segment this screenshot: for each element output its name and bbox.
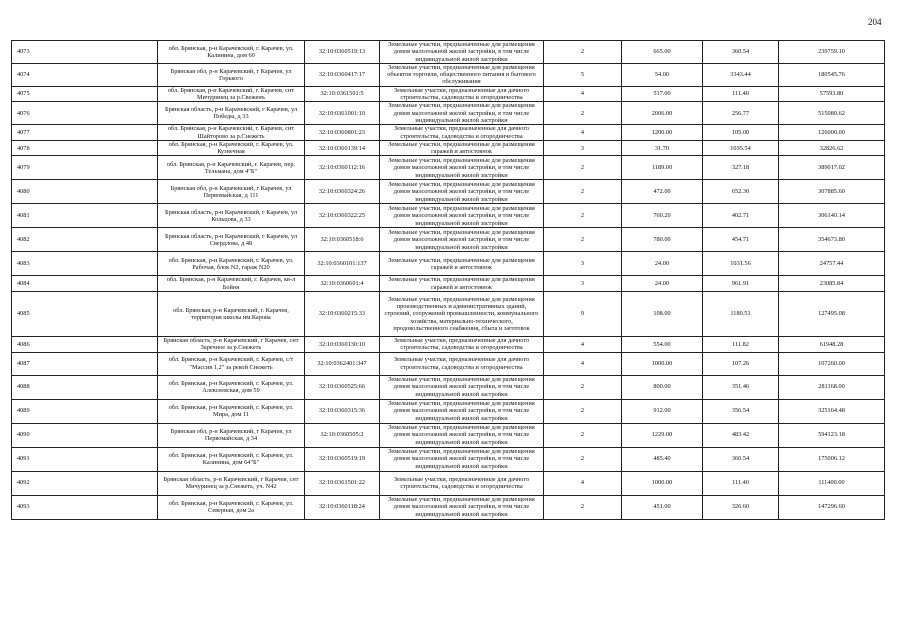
row-number-cell: 4073 xyxy=(12,41,158,64)
group-cell: 5 xyxy=(544,63,622,86)
specific-value-cell: 327.18 xyxy=(703,156,779,180)
row-number-cell: 4091 xyxy=(12,447,158,471)
land-use-cell: Земельные участки, предназначенные для размещения домов малоэтажной жилой застройки, в том числе индивидуальной жилой застройки xyxy=(380,41,544,64)
address-cell: обл. Брянская, р-н Карачевский, г. Карачев, ул. Калинина, дом 60 xyxy=(158,41,305,64)
group-cell: 2 xyxy=(544,41,622,64)
cadastral-value-cell: 24757.44 xyxy=(779,252,885,276)
group-cell: 3 xyxy=(544,140,622,156)
group-cell: 4 xyxy=(544,86,622,102)
land-use-cell: Земельные участки, предназначенные для дачного строительства, садоводства и огородничества xyxy=(380,471,544,495)
table-row xyxy=(12,102,885,125)
cadastral-value-cell: 147296.60 xyxy=(779,495,885,519)
land-use-cell: Земельные участки, предназначенные для размещения домов малоэтажной жилой застройки, в том числе индивидуальной жилой застройки xyxy=(380,399,544,423)
table-row xyxy=(12,471,885,495)
row-number-cell: 4075 xyxy=(12,86,158,102)
group-cell: 2 xyxy=(544,495,622,519)
specific-value-cell: 483.42 xyxy=(703,423,779,447)
group-cell: 3 xyxy=(544,252,622,276)
land-use-cell: Земельные участки, предназначенные для размещения домов малоэтажной жилой застройки, в том числе индивидуальной жилой застройки xyxy=(380,228,544,252)
cadastral-value-cell: 325164.48 xyxy=(779,399,885,423)
area-cell: 1000.00 xyxy=(622,352,703,375)
table-row xyxy=(12,228,885,252)
land-use-cell: Земельные участки, предназначенные для размещения домов малоэтажной жилой застройки, в том числе индивидуальной жилой застройки xyxy=(380,495,544,519)
address-cell: обл. Брянская, р-н Карачевский, г. Карачев, кв-л Бойня xyxy=(158,276,305,292)
table-row xyxy=(12,252,885,276)
area-cell: 472.00 xyxy=(622,180,703,204)
cadastral-value-cell: 307885.60 xyxy=(779,180,885,204)
table-row xyxy=(12,41,885,64)
table-row xyxy=(12,125,885,141)
cadastral-value-cell: 515080.62 xyxy=(779,102,885,125)
table-row xyxy=(12,204,885,228)
cadastral-number-cell: 32:10:0360417:17 xyxy=(305,63,380,86)
row-number-cell: 4085 xyxy=(12,292,158,337)
table-row xyxy=(12,63,885,86)
group-cell: 2 xyxy=(544,204,622,228)
cadastral-number-cell: 32:10:0360519:13 xyxy=(305,41,380,64)
land-use-cell: Земельные участки, предназначенные для размещения домов малоэтажной жилой застройки, в том числе индивидуальной жилой застройки xyxy=(380,102,544,125)
group-cell: 4 xyxy=(544,125,622,141)
cadastral-value-cell: 111400.00 xyxy=(779,471,885,495)
address-cell: обл. Брянская, р-н Карачевский, г. Карачев, территория школы им.Карова xyxy=(158,292,305,337)
row-number-cell: 4078 xyxy=(12,140,158,156)
specific-value-cell: 652.30 xyxy=(703,180,779,204)
specific-value-cell: 326.60 xyxy=(703,495,779,519)
address-cell: Брянская область, р-н Карачевский, г Карачев, снт Мичуринец за р.Снежеть, уч. N42 xyxy=(158,471,305,495)
cadastral-value-cell: 354673.80 xyxy=(779,228,885,252)
specific-value-cell: 3343.44 xyxy=(703,63,779,86)
land-use-cell: Земельные участки, предназначенные для размещения гаражей и автостоянок xyxy=(380,252,544,276)
cadastral-number-cell: 32:10:0360519:19 xyxy=(305,447,380,471)
land-use-cell: Земельные участки, предназначенные для размещения производственных и административных зданий, строений, сооружений промышленности, коммунального хозяйства, материально-технического, продовольственного снабжения, сбыта и заготовок xyxy=(380,292,544,337)
cadastral-number-cell: 32:10:0360518:6 xyxy=(305,228,380,252)
land-use-cell: Земельные участки, предназначенные для размещения домов малоэтажной жилой застройки, в том числе индивидуальной жилой застройки xyxy=(380,423,544,447)
cadastral-number-cell: 32:10:0360525:66 xyxy=(305,375,380,399)
area-cell: 665.00 xyxy=(622,41,703,64)
group-cell: 4 xyxy=(544,352,622,375)
specific-value-cell: 402.71 xyxy=(703,204,779,228)
group-cell: 2 xyxy=(544,423,622,447)
area-cell: 912.00 xyxy=(622,399,703,423)
cadastral-number-cell: 32:10:0360139:14 xyxy=(305,140,380,156)
area-cell: 451.00 xyxy=(622,495,703,519)
cadastral-number-cell: 32:10:0360315:36 xyxy=(305,399,380,423)
address-cell: обл. Брянская, р-н Карачевский, г. Карачев, ул. Калинина, дом 64"Б" xyxy=(158,447,305,471)
row-number-cell: 4084 xyxy=(12,276,158,292)
row-number-cell: 4081 xyxy=(12,204,158,228)
row-number-cell: 4076 xyxy=(12,102,158,125)
address-cell: Брянская обл, р-н Карачевский, г Карачев, ул Первомайская, д 111 xyxy=(158,180,305,204)
area-cell: 2006.00 xyxy=(622,102,703,125)
specific-value-cell: 1180.51 xyxy=(703,292,779,337)
address-cell: Брянская область, р-н Карачевский, г Карачев, снт Заречное за р.Снежеть xyxy=(158,337,305,353)
table-row xyxy=(12,156,885,180)
row-number-cell: 4082 xyxy=(12,228,158,252)
table-row xyxy=(12,292,885,337)
table-row xyxy=(12,276,885,292)
area-cell: 31.70 xyxy=(622,140,703,156)
table-row xyxy=(12,352,885,375)
group-cell: 2 xyxy=(544,156,622,180)
group-cell: 2 xyxy=(544,102,622,125)
row-number-cell: 4077 xyxy=(12,125,158,141)
area-cell: 800.00 xyxy=(622,375,703,399)
cadastral-value-cell: 107260.00 xyxy=(779,352,885,375)
address-cell: обл. Брянская, р-н Карачевский, г. Карачев, ул. Алексеевская, дом 59 xyxy=(158,375,305,399)
cadastral-value-cell: 389017.02 xyxy=(779,156,885,180)
specific-value-cell: 256.77 xyxy=(703,102,779,125)
table-row xyxy=(12,337,885,353)
area-cell: 1200.00 xyxy=(622,125,703,141)
table-row xyxy=(12,495,885,519)
cadastral-value-table xyxy=(11,40,885,520)
address-cell: Брянская обл, р-н Карачевский, г Карачев, ул Первомайская, д 34 xyxy=(158,423,305,447)
area-cell: 780.00 xyxy=(622,228,703,252)
group-cell: 4 xyxy=(544,471,622,495)
row-number-cell: 4079 xyxy=(12,156,158,180)
table-body xyxy=(12,41,885,520)
land-use-cell: Земельные участки, предназначенные для размещения домов малоэтажной жилой застройки, в том числе индивидуальной жилой застройки xyxy=(380,156,544,180)
group-cell: 2 xyxy=(544,447,622,471)
land-use-cell: Земельные участки, предназначенные для размещения гаражей и автостоянок xyxy=(380,276,544,292)
specific-value-cell: 111.82 xyxy=(703,337,779,353)
table-row xyxy=(12,447,885,471)
group-cell: 9 xyxy=(544,292,622,337)
address-cell: обл. Брянская, р-н Карачевский, г. Карачев, с/т "Массив 1,2" за рекой Снежеть xyxy=(158,352,305,375)
group-cell: 2 xyxy=(544,375,622,399)
cadastral-number-cell: 32:10:0360505:2 xyxy=(305,423,380,447)
table-row xyxy=(12,140,885,156)
address-cell: обл. Брянская, р-н Карачевский, г. Карачев, пер. Тельмана, дом 4"Б" xyxy=(158,156,305,180)
table-row xyxy=(12,180,885,204)
row-number-cell: 4083 xyxy=(12,252,158,276)
table-row xyxy=(12,399,885,423)
cadastral-number-cell: 32:10:0362401:347 xyxy=(305,352,380,375)
land-use-cell: Земельные участки, предназначенные для размещения домов малоэтажной жилой застройки, в том числе индивидуальной жилой застройки xyxy=(380,375,544,399)
address-cell: Брянская область, р-н Карачевский, г Карачев, ул Победы, д 33 xyxy=(158,102,305,125)
address-cell: обл. Брянская, р-н Карачевский, г. Карачев, ул. Рабочая, блок N2, гараж N20 xyxy=(158,252,305,276)
row-number-cell: 4093 xyxy=(12,495,158,519)
page-number: 204 xyxy=(868,17,882,27)
cadastral-value-cell: 61948.28 xyxy=(779,337,885,353)
row-number-cell: 4087 xyxy=(12,352,158,375)
cadastral-number-cell: 32:10:0360101:137 xyxy=(305,252,380,276)
land-use-cell: Земельные участки, предназначенные для размещения домов малоэтажной жилой застройки, в том числе индивидуальной жилой застройки xyxy=(380,447,544,471)
specific-value-cell: 351.46 xyxy=(703,375,779,399)
specific-value-cell: 360.54 xyxy=(703,447,779,471)
cadastral-value-cell: 281168.00 xyxy=(779,375,885,399)
land-use-cell: Земельные участки, предназначенные для дачного строительства, садоводства и огородничества xyxy=(380,86,544,102)
cadastral-value-cell: 127495.08 xyxy=(779,292,885,337)
area-cell: 1189.00 xyxy=(622,156,703,180)
land-use-cell: Земельные участки, предназначенные для размещения домов малоэтажной жилой застройки, в том числе индивидуальной жилой застройки xyxy=(380,204,544,228)
area-cell: 54.00 xyxy=(622,63,703,86)
address-cell: обл. Брянская, р-н Карачевский, г. Карачев, ул. Кузнечная xyxy=(158,140,305,156)
cadastral-number-cell: 32:10:0360601:4 xyxy=(305,276,380,292)
address-cell: обл. Брянская, р-н Карачевский, г. Карачев, ул. Мира, дом 11 xyxy=(158,399,305,423)
group-cell: 3 xyxy=(544,276,622,292)
cadastral-number-cell: 32:10:0360112:16 xyxy=(305,156,380,180)
area-cell: 108.00 xyxy=(622,292,703,337)
address-cell: обл. Брянская, р-н Карачевский, г. Карачев, снт Шайторово за р.Снежеть xyxy=(158,125,305,141)
address-cell: Брянская область, р-н Карачевский, г Карачев, ул Кольцова, д 33 xyxy=(158,204,305,228)
land-use-cell: Земельные участки, предназначенные для дачного строительства, садоводства и огородничества xyxy=(380,125,544,141)
specific-value-cell: 961.91 xyxy=(703,276,779,292)
specific-value-cell: 111.40 xyxy=(703,86,779,102)
cadastral-value-cell: 32826.62 xyxy=(779,140,885,156)
cadastral-number-cell: 32:10:0360215:33 xyxy=(305,292,380,337)
land-use-cell: Земельные участки, предназначенные для дачного строительства, садоводства и огородничества xyxy=(380,337,544,353)
specific-value-cell: 1031.56 xyxy=(703,252,779,276)
address-cell: обл. Брянская, р-н Карачевский, г. Карачев, ул. Северная, дом 2а xyxy=(158,495,305,519)
row-number-cell: 4090 xyxy=(12,423,158,447)
area-cell: 485.40 xyxy=(622,447,703,471)
cadastral-number-cell: 32:10:0360118:24 xyxy=(305,495,380,519)
specific-value-cell: 1035.54 xyxy=(703,140,779,156)
cadastral-number-cell: 32:10:0361501:22 xyxy=(305,471,380,495)
cadastral-value-cell: 175006.12 xyxy=(779,447,885,471)
cadastral-value-cell: 594123.18 xyxy=(779,423,885,447)
cadastral-number-cell: 32:10:0360322:25 xyxy=(305,204,380,228)
specific-value-cell: 111.40 xyxy=(703,471,779,495)
land-use-cell: Земельные участки, предназначенные для размещения объектов торговли, общественного питания и бытового обслуживания xyxy=(380,63,544,86)
cadastral-number-cell: 32:10:0361001:10 xyxy=(305,102,380,125)
area-cell: 24.00 xyxy=(622,276,703,292)
land-use-cell: Земельные участки, предназначенные для дачного строительства, садоводства и огородничества xyxy=(380,352,544,375)
group-cell: 2 xyxy=(544,399,622,423)
row-number-cell: 4080 xyxy=(12,180,158,204)
row-number-cell: 4088 xyxy=(12,375,158,399)
group-cell: 2 xyxy=(544,180,622,204)
area-cell: 24.00 xyxy=(622,252,703,276)
cadastral-number-cell: 32:10:0360130:10 xyxy=(305,337,380,353)
land-use-cell: Земельные участки, предназначенные для размещения гаражей и автостоянок xyxy=(380,140,544,156)
specific-value-cell: 107.26 xyxy=(703,352,779,375)
group-cell: 4 xyxy=(544,337,622,353)
cadastral-value-cell: 306140.14 xyxy=(779,204,885,228)
cadastral-value-cell: 239759.10 xyxy=(779,41,885,64)
row-number-cell: 4089 xyxy=(12,399,158,423)
specific-value-cell: 454.71 xyxy=(703,228,779,252)
address-cell: Брянская область, р-н Карачевский, г Карачев, ул Свердлова, д 48 xyxy=(158,228,305,252)
cadastral-number-cell: 32:10:0361501:5 xyxy=(305,86,380,102)
specific-value-cell: 360.54 xyxy=(703,41,779,64)
area-cell: 760.20 xyxy=(622,204,703,228)
cadastral-value-cell: 126000.00 xyxy=(779,125,885,141)
cadastral-value-cell: 180545.76 xyxy=(779,63,885,86)
row-number-cell: 4086 xyxy=(12,337,158,353)
area-cell: 1229.00 xyxy=(622,423,703,447)
table-row xyxy=(12,423,885,447)
area-cell: 517.00 xyxy=(622,86,703,102)
row-number-cell: 4074 xyxy=(12,63,158,86)
cadastral-number-cell: 32:10:0360801:23 xyxy=(305,125,380,141)
area-cell: 554.00 xyxy=(622,337,703,353)
specific-value-cell: 356.54 xyxy=(703,399,779,423)
table-row xyxy=(12,86,885,102)
land-use-cell: Земельные участки, предназначенные для размещения домов малоэтажной жилой застройки, в том числе индивидуальной жилой застройки xyxy=(380,180,544,204)
address-cell: Брянская обл, р-н Карачевский, г Карачев, ул Горького xyxy=(158,63,305,86)
cadastral-value-cell: 57593.80 xyxy=(779,86,885,102)
area-cell: 1000.00 xyxy=(622,471,703,495)
specific-value-cell: 105.00 xyxy=(703,125,779,141)
table-row xyxy=(12,375,885,399)
cadastral-number-cell: 32:10:0360324:26 xyxy=(305,180,380,204)
row-number-cell: 4092 xyxy=(12,471,158,495)
address-cell: обл. Брянская, р-н Карачевский, г. Карачев, снт Мичуринец за р.Свеженъ xyxy=(158,86,305,102)
cadastral-value-cell: 23085.84 xyxy=(779,276,885,292)
group-cell: 2 xyxy=(544,228,622,252)
